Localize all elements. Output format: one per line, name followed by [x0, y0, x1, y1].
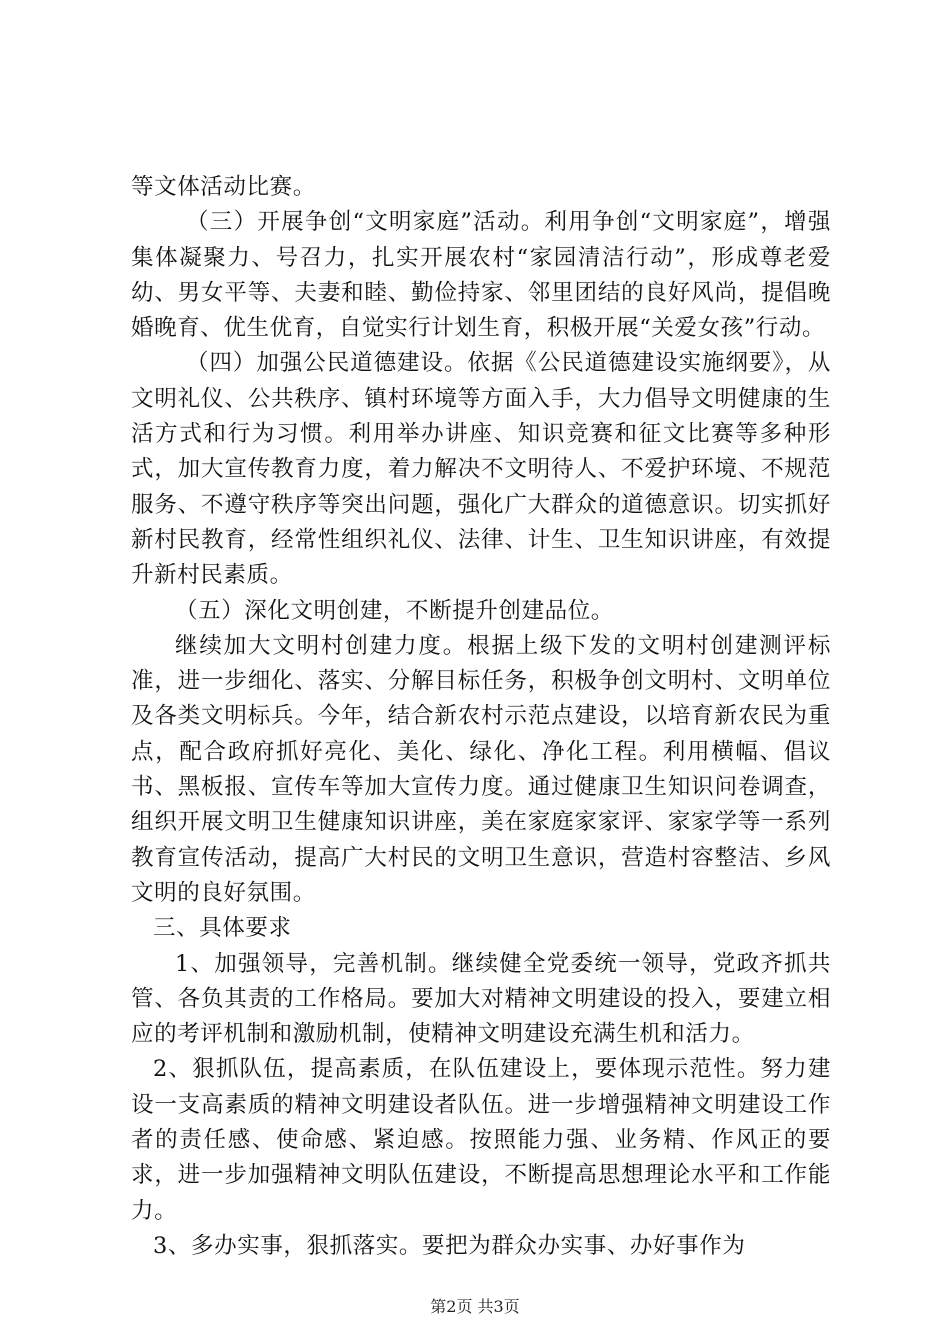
paragraph-civilized-village: 继续加大文明村创建力度。根据上级下发的文明村创建测评标准，进一步细化、落实、分解目标任务，积极争创文明村、文明单位及各类文明标兵。今年，结合新农村示范点建设，以培育新农民为重点，配合政府抓好亮化、美化、绿化、净化工程。利用横幅、倡议书、黑板报、宣传车等加大宣传力度。通过健康卫生知识问卷调查，组织开展文明卫生健康知识讲座，美在家庭家家评、家家学等一系列教育宣传活动，提高广大村民的文明卫生意识，营造村容整洁、乡风文明的良好氛围。 — [131, 632, 831, 906]
paragraph-leadership: 1、加强领导，完善机制。继续健全党委统一领导，党政齐抓共管、各负其责的工作格局。要加大对精神文明建设的投入，要建立相应的考评机制和激励机制，使精神文明建设充满生机和活力。 — [131, 950, 831, 1048]
paragraph-team-building: 2、狠抓队伍，提高素质，在队伍建设上，要体现示范性。努力建设一支高素质的精神文明建设者队伍。进一步增强精神文明建设工作者的责任感、使命感、紧迫感。按照能力强、业务精、作风正的要求，进一步加强精神文明队伍建设，不断提高思想理论水平和工作能力。 — [131, 1056, 831, 1224]
paragraph-civic-morality: （四）加强公民道德建设。依据《公民道德建设实施纲要》，从文明礼仪、公共秩序、镇村环境等方面入手，大力倡导文明健康的生活方式和行为习惯。利用举办讲座、知识竞赛和征文比赛等多种形式，加大宣传教育力度，着力解决不文明待人、不爱护环境、不规范服务、不遵守秩序等突出问题，强化广大群众的道德意识。切实抓好新村民教育，经常性组织礼仪、法律、计生、卫生知识讲座，有效提升新村民素质。 — [131, 350, 831, 589]
paragraph-continuation: 等文体活动比赛。 — [131, 174, 316, 200]
page-number-footer: 第2页 共3页 — [430, 1297, 520, 1316]
paragraph-practical-work: 3、多办实事，狠抓落实。要把为群众办实事、办好事作为 — [153, 1232, 746, 1259]
paragraph-civilized-family: （三）开展争创“文明家庭”活动。利用争创“文明家庭”，增强集体凝聚力、号召力，扎实开展农村“家园清洁行动”，形成尊老爱幼、男女平等、夫妻和睦、勤俭持家、邻里团结的良好风尚，提倡晚婚晚育、优生优育，自觉实行计划生育，积极开展“关爱女孩”行动。 — [131, 209, 831, 342]
paragraph-deepen-civilization: （五）深化文明创建，不断提升创建品位。 — [175, 597, 614, 624]
section-heading-requirements: 三、具体要求 — [153, 915, 292, 942]
document-body — [131, 170, 831, 1264]
